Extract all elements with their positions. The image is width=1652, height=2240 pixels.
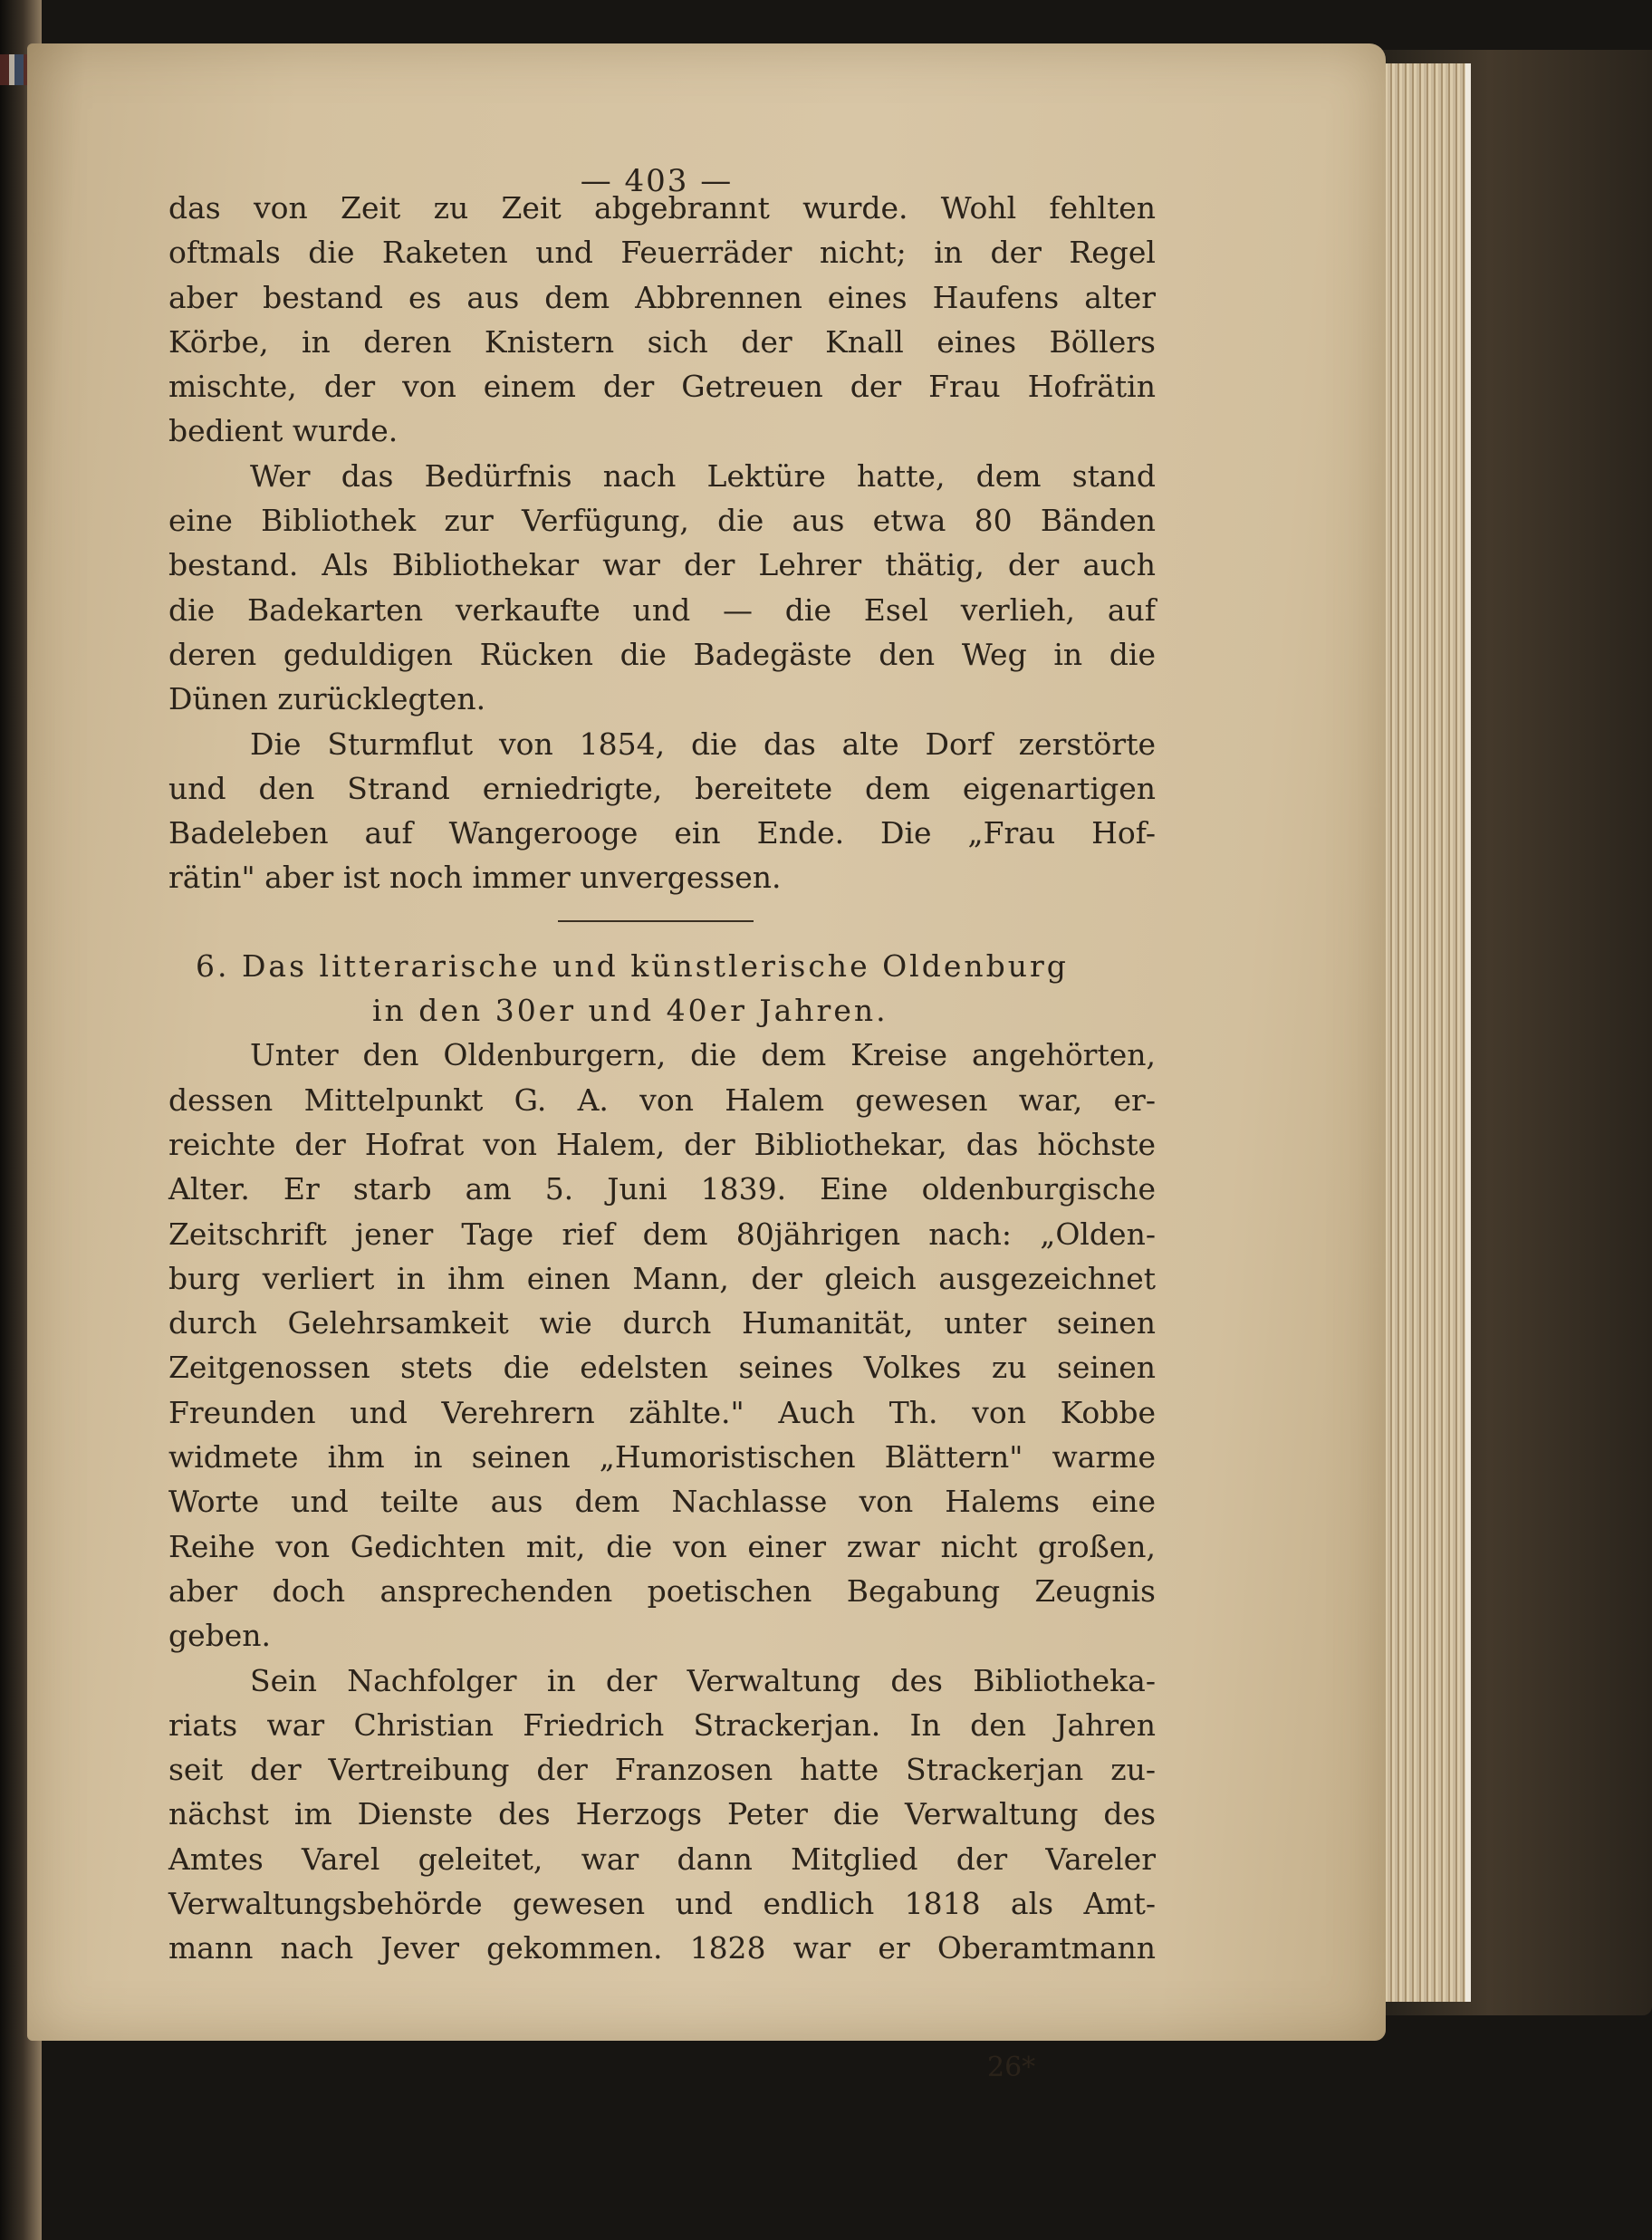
paragraph-2 bbox=[168, 454, 1156, 722]
text-line: mann nach Jever gekommen. 1828 war er Oberamtmann bbox=[168, 1930, 1156, 1966]
signature-mark: 26* bbox=[987, 2052, 1036, 2083]
text-line: mischte, der von einem der Getreuen der Frau Hofrätin bbox=[168, 369, 1156, 405]
text-line: Zeitschrift jener Tage rief dem 80jährigen nach: „Olden- bbox=[168, 1216, 1156, 1252]
text-line: geben. bbox=[168, 1618, 272, 1654]
text-line: Die Sturmflut von 1854, die das alte Dorf zerstörte bbox=[250, 726, 1156, 762]
text-line: das von Zeit zu Zeit abgebrannt wurde. Wohl fehlten bbox=[168, 190, 1156, 226]
text-line: widmete ihm in seinen „Humoristischen Blättern" warme bbox=[168, 1439, 1156, 1476]
text-line: nächst im Dienste des Herzogs Peter die Verwaltung des bbox=[168, 1796, 1156, 1832]
text-line: aber doch ansprechenden poetischen Begabung Zeugnis bbox=[168, 1572, 1156, 1609]
body-text bbox=[168, 186, 1156, 1971]
text-line: Freunden und Verehrern zählte." Auch Th. von Kobbe bbox=[168, 1394, 1156, 1430]
text-line: durch Gelehrsamkeit wie durch Humanität, unter seinen bbox=[168, 1305, 1156, 1341]
text-line: dessen Mittelpunkt G. A. von Halem gewesen war, er- bbox=[168, 1082, 1156, 1118]
paragraph-1 bbox=[168, 186, 1156, 454]
section-heading-line: 6. Das litterarische und künstlerische Oldenburg bbox=[196, 947, 1069, 984]
text-line: deren geduldigen Rücken die Badegäste den Weg in die bbox=[168, 636, 1156, 672]
text-line: aber bestand es aus dem Abbrennen eines Haufens alter bbox=[168, 279, 1156, 315]
text-line: Zeitgenossen stets die edelsten seines Volkes zu seinen bbox=[168, 1350, 1156, 1386]
text-line: oftmals die Raketen und Feuerräder nicht; in der Regel bbox=[168, 235, 1156, 271]
section-divider bbox=[558, 920, 754, 922]
text-line: und den Strand erniedrigte, bereitete dem eigenartigen bbox=[168, 770, 1156, 806]
paragraph-4 bbox=[168, 1033, 1156, 1658]
paragraph-5 bbox=[168, 1658, 1156, 1971]
text-line: burg verliert in ihm einen Mann, der gleich ausgezeichnet bbox=[168, 1260, 1156, 1296]
text-line: riats war Christian Friedrich Strackerjan. In den Jahren bbox=[168, 1706, 1156, 1743]
section-heading-line: in den 30er und 40er Jahren. bbox=[372, 993, 888, 1029]
paragraph-3 bbox=[168, 722, 1156, 900]
text-line: reichte der Hofrat von Halem, der Bibliothekar, das höchste bbox=[168, 1126, 1156, 1162]
text-line: Verwaltungsbehörde gewesen und endlich 1818 als Amt- bbox=[168, 1885, 1156, 1921]
text-line: Worte und teilte aus dem Nachlasse von Halems eine bbox=[168, 1484, 1156, 1520]
text-line: Badeleben auf Wangerooge ein Ende. Die „Frau Hof- bbox=[168, 815, 1156, 851]
text-line: Wer das Bedürfnis nach Lektüre hatte, dem stand bbox=[250, 457, 1156, 494]
text-line: die Badekarten verkaufte und — die Esel verlieh, auf bbox=[168, 591, 1156, 628]
text-line: Alter. Er starb am 5. Juni 1839. Eine oldenburgische bbox=[168, 1171, 1156, 1207]
text-line: Körbe, in deren Knistern sich der Knall eines Böllers bbox=[168, 323, 1156, 360]
page-number: — 403 — bbox=[580, 163, 734, 199]
text-line: Sein Nachfolger in der Verwaltung des Bibliotheka- bbox=[250, 1662, 1156, 1698]
text-line: eine Bibliothek zur Verfügung, die aus etwa 80 Bänden bbox=[168, 503, 1156, 539]
section-heading bbox=[168, 944, 1156, 1033]
text-line: Amtes Varel geleitet, war dann Mitglied der Vareler bbox=[168, 1841, 1156, 1877]
text-line: rätin" aber ist noch immer unvergessen. bbox=[168, 860, 782, 896]
text-line: seit der Vertreibung der Franzosen hatte Strackerjan zu- bbox=[168, 1752, 1156, 1788]
text-line: Reihe von Gedichten mit, die von einer zwar nicht großen, bbox=[168, 1528, 1156, 1564]
text-line: bedient wurde. bbox=[168, 413, 399, 449]
text-line: Unter den Oldenburgern, die dem Kreise angehörten, bbox=[250, 1037, 1156, 1073]
text-line: bestand. Als Bibliothekar war der Lehrer thätig, der auch bbox=[168, 547, 1156, 583]
text-line: Dünen zurücklegten. bbox=[168, 681, 486, 717]
